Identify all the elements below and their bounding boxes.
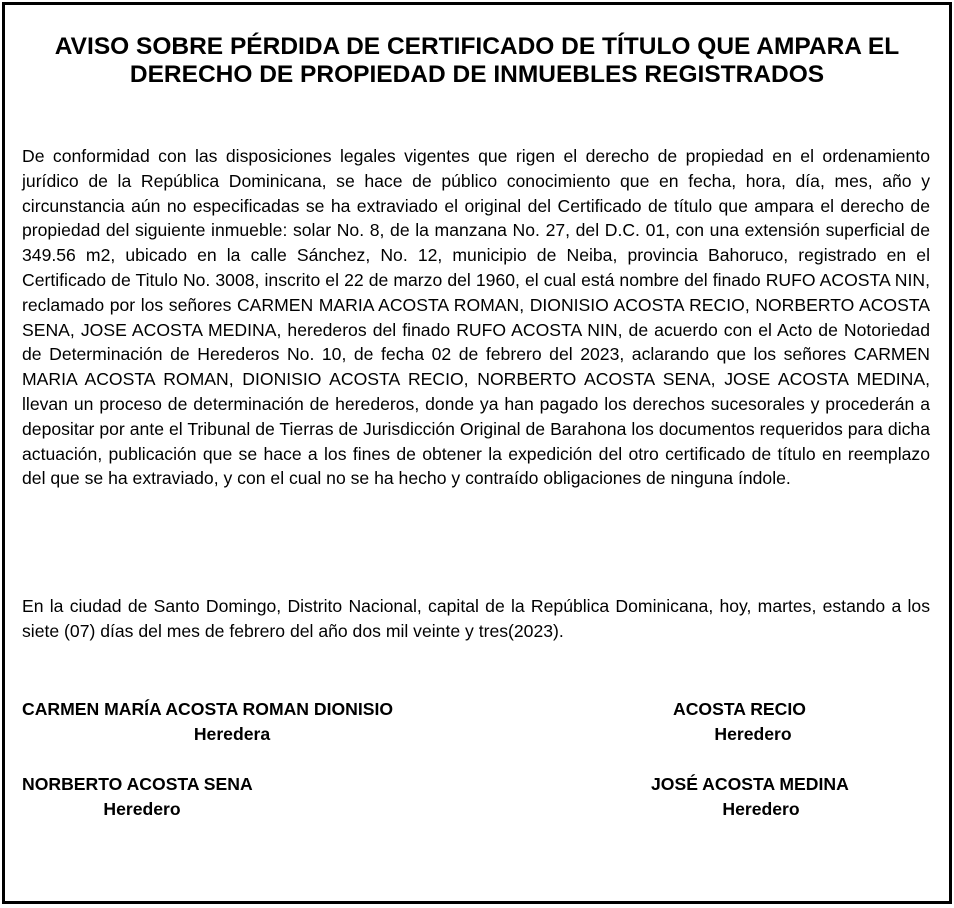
notice-closing-paragraph: En la ciudad de Santo Domingo, Distrito Nacional, capital de la República Dominicana, hoy, martes, estando a los siete (07) días del mes de febrero del año dos mil veinte y tres(2023). xyxy=(22,596,930,641)
signatory-name: JOSÉ ACOSTA MEDINA xyxy=(651,774,849,794)
signatory-role: Heredero xyxy=(714,724,792,744)
notice-title: AVISO SOBRE PÉRDIDA DE CERTIFICADO DE TÍTULO QUE AMPARA EL DERECHO DE PROPIEDAD DE INMUEBLES REGISTRADOS xyxy=(54,33,900,88)
signatory-role: Heredero xyxy=(103,799,181,819)
signatory-role: Heredero xyxy=(722,799,800,819)
signatory-name: NORBERTO ACOSTA SENA xyxy=(22,774,253,794)
signatory-role: Heredera xyxy=(193,724,271,744)
notice-body-paragraph: De conformidad con las disposiciones legales vigentes que rigen el derecho de propiedad en el ordenamiento jurídico de la República Dominicana, se hace de público conocimiento que en fecha, hora, día, mes, año y circunstancia aún no especificadas se ha extraviado el original del Certificado de título que ampara el derecho de propiedad del siguiente inmueble: solar No. 8, de la manzana No. 27, del D.C. 01, con una extensión superficial de 349.56 m2, ubicado en la calle Sánchez, No. 12, municipio de Neiba, provincia Bahoruco, registrado en el Certificado de Titulo No. 3008, inscrito el 22 de marzo del 1960, el cual está nombre del finado RUFO ACOSTA NIN, reclamado por los señores CARMEN MARIA ACOSTA ROMAN, DIONISIO ACOSTA RECIO, NORBERTO ACOSTA SENA, JOSE ACOSTA MEDINA, herederos del finado RUFO ACOSTA NIN, de acuerdo con el Acto de Notoriedad de Determinación de Herederos No. 10, de fecha 02 de febrero del 2023, aclarando que los señores CARMEN MARIA ACOSTA ROMAN, DIONISIO ACOSTA RECIO, NORBERTO ACOSTA SENA, JOSE ACOSTA MEDINA, llevan un proceso de determinación de herederos, donde ya han pagado los derechos sucesorales y procederán a depositar por ante el Tribunal de Tierras de Jurisdicción Original de Barahona los documentos requeridos para dicha actuación, publicación que se hace a los fines de obtener la expedición del otro certificado de título en reemplazo del que se ha extraviado, y con el cual no se ha hecho y contraído obligaciones de ninguna índole. xyxy=(22,146,930,489)
signatory-name: CARMEN MARÍA ACOSTA ROMAN DIONISIO xyxy=(22,699,394,719)
legal-notice xyxy=(2,2,952,904)
signatory-name: ACOSTA RECIO xyxy=(673,699,806,719)
